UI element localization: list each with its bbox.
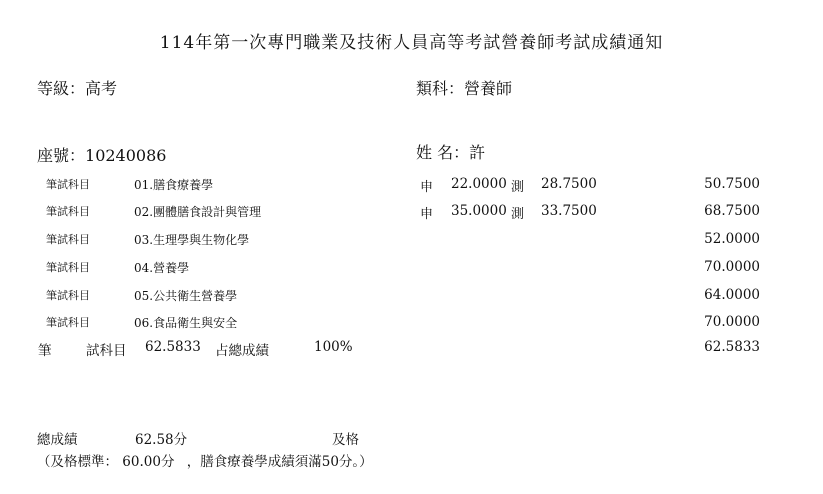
category-field [416,76,512,99]
subject-type-label: 筆試科目 [46,289,90,302]
grade-field [37,76,117,99]
written-summary-label-b: 試科目 [86,343,127,359]
test-score: 28.7500 [541,176,597,192]
written-summary-score: 62.5833 [704,339,760,355]
category-label: 類科： [416,79,465,98]
pass-standard-value: 60.00分 [122,454,175,470]
total-label: 總成績 [37,432,78,448]
subject-name: 06.食品衛生與安全 [134,316,238,330]
subject-score: 70.0000 [704,259,760,275]
subject-name: 04.營養學 [134,261,190,275]
subject-name: 05.公共衛生營養學 [134,289,238,303]
name-label: 姓 名： [416,143,470,162]
pass-standard [37,450,373,470]
subject-score: 64.0000 [704,287,760,303]
essay-score: 22.0000 [451,176,507,192]
pass-standard-open: （及格標準： [37,454,118,470]
subject-type-label: 筆試科目 [46,316,90,329]
name-value: 許 [469,143,486,162]
essay-score: 35.0000 [451,203,507,219]
subject-type-label: 筆試科目 [46,233,90,246]
essay-tag: 申 [420,180,434,195]
subject-name: 01.膳食療養學 [134,178,214,192]
subject-type-label: 筆試科目 [46,205,90,218]
notice-title: 114年第一次專門職業及技術人員高等考試營養師考試成績通知 [159,33,664,53]
weight-label: 占總成績 [215,343,269,359]
name-field [416,140,485,163]
test-tag: 測 [511,207,525,222]
written-summary-label-a: 筆 [38,343,52,359]
seat-value: 10240086 [85,146,167,165]
total-value: 62.58分 [135,432,188,448]
pass-standard-note: ，膳食療養學成績須滿50分。） [186,454,373,470]
grade-value: 高考 [85,79,118,98]
weight-value: 100% [314,339,353,355]
subject-score: 52.0000 [704,231,760,247]
subject-name: 03.生理學與生物化學 [134,233,250,247]
pass-result: 及格 [332,432,359,448]
grade-label: 等級： [37,79,86,98]
subject-score: 50.7500 [704,176,760,192]
subject-score: 68.7500 [704,203,760,219]
subject-type-label: 筆試科目 [46,261,90,274]
category-value: 營養師 [464,79,513,98]
subject-name: 02.團體膳食設計與管理 [134,205,262,219]
written-average: 62.5833 [145,339,201,355]
subject-score: 70.0000 [704,314,760,330]
test-tag: 測 [511,180,525,195]
test-score: 33.7500 [541,203,597,219]
subject-type-label: 筆試科目 [46,178,90,191]
essay-tag: 申 [420,207,434,222]
seat-label: 座號： [37,146,86,165]
seat-field [37,143,166,166]
